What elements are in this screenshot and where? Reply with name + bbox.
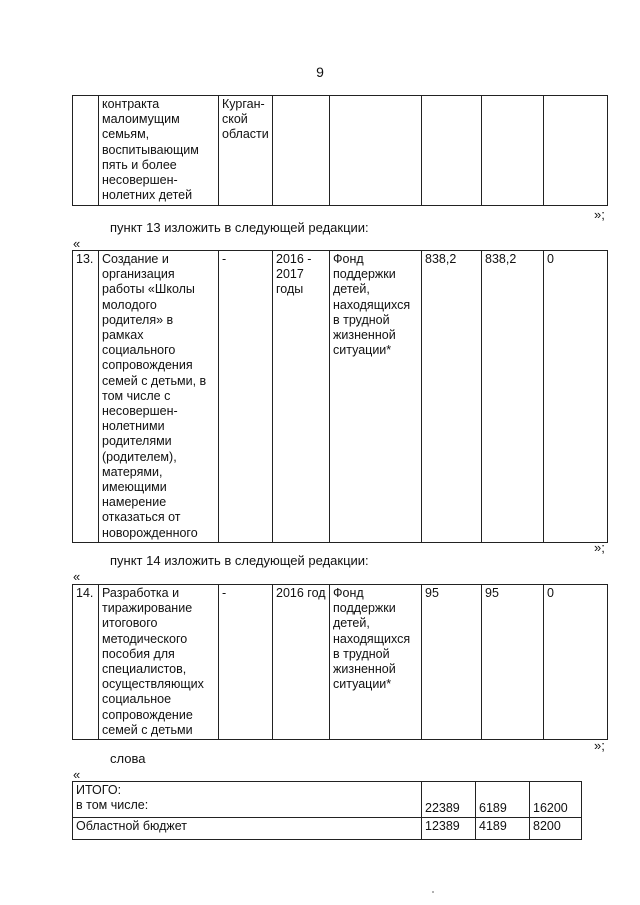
cell-label: [73, 782, 422, 818]
table-item-14: [72, 584, 608, 740]
cell-source: Фонд поддержки детей, находящихся в трудной жизненной ситуации*: [330, 251, 422, 543]
opening-quote: «: [73, 569, 81, 584]
closing-quote: »;: [594, 540, 605, 555]
closing-quote: »;: [594, 738, 605, 753]
instruction-words: слова: [110, 751, 146, 766]
cell-label: Областной бюджет: [73, 818, 422, 840]
cell-num: [73, 96, 99, 206]
cell-total: 95: [422, 585, 482, 740]
cell-c1: 4189: [476, 818, 530, 840]
cell-c2: [544, 96, 608, 206]
cell-c2: 0: [544, 251, 608, 543]
cell-total: [422, 96, 482, 206]
cell-total: 12389: [422, 818, 476, 840]
table-item-13: [72, 250, 608, 543]
cell-c1: [482, 96, 544, 206]
cell-period: [273, 96, 330, 206]
cell-name: контракта малоимущим семьям, воспитывающим пять и более несовершен-нолетних детей: [99, 96, 219, 206]
table-row: [73, 251, 608, 543]
table-row: [73, 818, 582, 840]
cell-total: 22389: [422, 782, 476, 818]
cell-total: 838,2: [422, 251, 482, 543]
cell-executor: -: [219, 251, 273, 543]
cell-executor: -: [219, 585, 273, 740]
closing-quote: »;: [594, 207, 605, 222]
cell-c2: 8200: [530, 818, 582, 840]
cell-c2: 0: [544, 585, 608, 740]
instruction-item-14: пункт 14 изложить в следующей редакции:: [110, 553, 369, 568]
cell-period: 2016 год: [273, 585, 330, 740]
cell-c1: 6189: [476, 782, 530, 818]
table-totals: [72, 781, 582, 840]
instruction-item-13: пункт 13 изложить в следующей редакции:: [110, 220, 369, 235]
opening-quote: «: [73, 767, 81, 782]
page-number: 9: [316, 64, 324, 80]
table-row: [73, 782, 582, 818]
table-row: [73, 585, 608, 740]
scan-speck: [432, 891, 434, 893]
cell-c1: 95: [482, 585, 544, 740]
table-row: [73, 96, 608, 206]
including-label: в том числе:: [76, 798, 149, 813]
total-label: ИТОГО:: [76, 783, 122, 797]
cell-c2: 16200: [530, 782, 582, 818]
opening-quote: «: [73, 236, 81, 251]
cell-source: Фонд поддержки детей, находящихся в трудной жизненной ситуации*: [330, 585, 422, 740]
cell-num: 13.: [73, 251, 99, 543]
cell-c1: 838,2: [482, 251, 544, 543]
cell-source: [330, 96, 422, 206]
cell-num: 14.: [73, 585, 99, 740]
cell-name: Создание и организация работы «Школы молодого родителя» в рамках социального сопровождения семей с детьми, в том числе с несовершен-нолетними родителями (родителем), матерями, имеющими намерение отказаться от новорожденного: [99, 251, 219, 543]
table-continuation: [72, 95, 608, 206]
cell-period: 2016 - 2017 годы: [273, 251, 330, 543]
cell-name: Разработка и тиражирование итогового методического пособия для специалистов, осуществляющих социальное сопровождение семей с детьми: [99, 585, 219, 740]
cell-executor: Курган-ской области: [219, 96, 273, 206]
